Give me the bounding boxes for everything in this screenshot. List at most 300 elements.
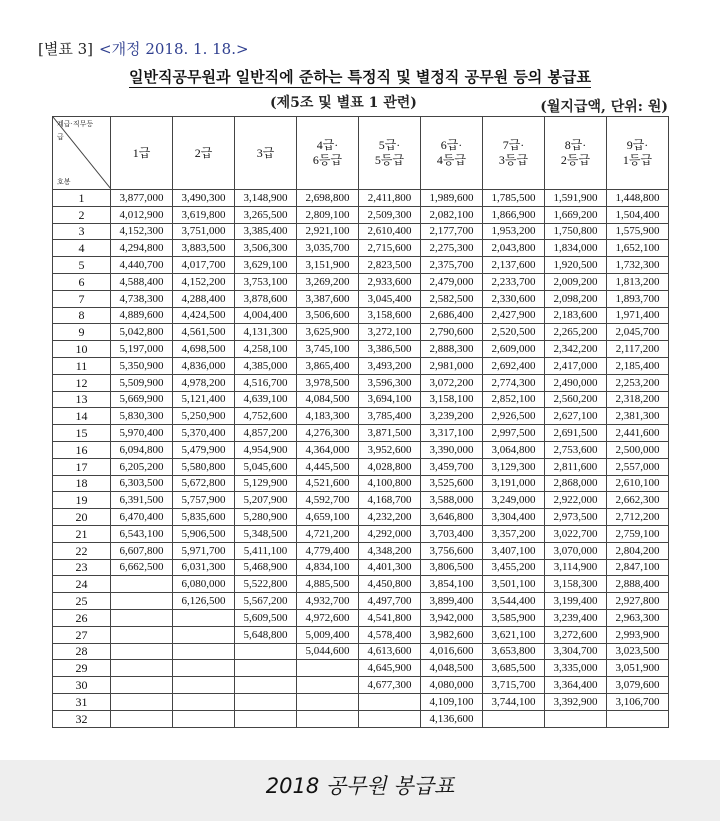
step-number-cell: 28 [53, 643, 111, 660]
salary-cell: 2,275,300 [421, 240, 483, 257]
salary-cell: 5,045,600 [235, 458, 297, 475]
salary-cell: 2,330,600 [483, 290, 545, 307]
table-row [53, 458, 669, 475]
salary-cell: 2,715,600 [359, 240, 421, 257]
salary-cell: 6,080,000 [173, 576, 235, 593]
salary-cell: 4,588,400 [111, 273, 173, 290]
salary-cell: 4,100,800 [359, 475, 421, 492]
salary-cell: 3,390,000 [421, 441, 483, 458]
salary-cell: 3,506,300 [235, 240, 297, 257]
salary-cell: 3,272,600 [545, 626, 607, 643]
salary-cell [111, 693, 173, 710]
step-number-cell: 19 [53, 492, 111, 509]
salary-cell: 2,342,200 [545, 341, 607, 358]
salary-cell: 3,703,400 [421, 525, 483, 542]
salary-cell: 1,504,400 [607, 206, 669, 223]
salary-cell: 5,350,900 [111, 357, 173, 374]
salary-cell: 2,609,000 [483, 341, 545, 358]
salary-cell: 2,627,100 [545, 408, 607, 425]
salary-cell: 3,493,200 [359, 357, 421, 374]
salary-cell: 5,830,300 [111, 408, 173, 425]
salary-cell: 5,509,900 [111, 374, 173, 391]
salary-cell: 4,152,200 [173, 273, 235, 290]
salary-cell: 1,893,700 [607, 290, 669, 307]
step-number-cell: 29 [53, 660, 111, 677]
salary-cell: 4,932,700 [297, 593, 359, 610]
salary-cell: 2,811,600 [545, 458, 607, 475]
table-row [53, 341, 669, 358]
step-number-cell: 9 [53, 324, 111, 341]
salary-cell: 4,613,600 [359, 643, 421, 660]
grade-header-cell: 8급· 2등급 [545, 117, 607, 190]
salary-cell: 3,525,600 [421, 475, 483, 492]
salary-cell: 6,607,800 [111, 542, 173, 559]
salary-cell: 2,922,000 [545, 492, 607, 509]
salary-cell: 4,561,500 [173, 324, 235, 341]
header-row [53, 117, 669, 190]
salary-cell: 2,888,400 [607, 576, 669, 593]
salary-cell: 3,199,400 [545, 593, 607, 610]
salary-cell: 3,269,200 [297, 273, 359, 290]
salary-cell: 1,732,300 [607, 257, 669, 274]
salary-cell: 2,520,500 [483, 324, 545, 341]
table-row [53, 240, 669, 257]
step-number-cell: 21 [53, 525, 111, 542]
step-number-cell: 27 [53, 626, 111, 643]
salary-cell: 4,752,600 [235, 408, 297, 425]
table-row [53, 677, 669, 694]
salary-cell: 6,303,500 [111, 475, 173, 492]
table-row [53, 273, 669, 290]
salary-cell: 2,417,000 [545, 357, 607, 374]
salary-cell: 2,868,000 [545, 475, 607, 492]
salary-cell: 3,129,300 [483, 458, 545, 475]
salary-cell: 3,596,300 [359, 374, 421, 391]
step-number-cell: 16 [53, 441, 111, 458]
corner-label-top: 계급·직무등 [57, 120, 94, 128]
salary-cell: 2,927,800 [607, 593, 669, 610]
salary-cell [483, 710, 545, 727]
salary-cell: 2,233,700 [483, 273, 545, 290]
step-number-cell: 5 [53, 257, 111, 274]
table-row [53, 693, 669, 710]
salary-cell: 5,370,400 [173, 425, 235, 442]
grade-header-cell: 6급· 4등급 [421, 117, 483, 190]
salary-cell: 4,738,300 [111, 290, 173, 307]
salary-cell: 2,557,000 [607, 458, 669, 475]
salary-cell: 2,691,500 [545, 425, 607, 442]
salary-cell: 3,865,400 [297, 357, 359, 374]
salary-cell: 3,239,400 [545, 609, 607, 626]
salary-cell: 5,197,000 [111, 341, 173, 358]
salary-cell: 2,847,100 [607, 559, 669, 576]
step-number-cell: 7 [53, 290, 111, 307]
salary-cell: 3,114,900 [545, 559, 607, 576]
salary-cell: 2,790,600 [421, 324, 483, 341]
salary-cell: 5,672,800 [173, 475, 235, 492]
salary-cell: 2,888,300 [421, 341, 483, 358]
table-row [53, 357, 669, 374]
salary-cell: 3,751,000 [173, 223, 235, 240]
grade-header-cell: 7급· 3등급 [483, 117, 545, 190]
salary-cell: 3,357,200 [483, 525, 545, 542]
table-row [53, 307, 669, 324]
salary-cell: 5,609,500 [235, 609, 297, 626]
salary-cell: 2,500,000 [607, 441, 669, 458]
salary-cell: 4,834,100 [297, 559, 359, 576]
salary-cell: 3,744,100 [483, 693, 545, 710]
salary-cell: 2,318,200 [607, 391, 669, 408]
step-number-cell: 23 [53, 559, 111, 576]
salary-cell: 5,348,500 [235, 525, 297, 542]
salary-cell: 4,857,200 [235, 425, 297, 442]
salary-cell: 3,978,500 [297, 374, 359, 391]
salary-cell [173, 643, 235, 660]
step-number-cell: 17 [53, 458, 111, 475]
table-row [53, 492, 669, 509]
table-row [53, 593, 669, 610]
salary-cell: 2,926,500 [483, 408, 545, 425]
salary-cell: 3,035,700 [297, 240, 359, 257]
appendix-tag: [별표 3] [38, 40, 93, 58]
salary-cell: 3,079,600 [607, 677, 669, 694]
salary-cell [359, 710, 421, 727]
salary-cell: 1,785,500 [483, 190, 545, 207]
salary-cell: 4,721,200 [297, 525, 359, 542]
salary-cell: 4,017,700 [173, 257, 235, 274]
salary-cell: 3,022,700 [545, 525, 607, 542]
step-number-cell: 3 [53, 223, 111, 240]
salary-cell: 2,774,300 [483, 374, 545, 391]
salary-cell: 2,082,100 [421, 206, 483, 223]
step-number-cell: 15 [53, 425, 111, 442]
salary-cell [235, 660, 297, 677]
grade-header-cell: 3급 [235, 117, 297, 190]
table-row [53, 542, 669, 559]
salary-cell: 4,028,800 [359, 458, 421, 475]
salary-cell: 3,148,900 [235, 190, 297, 207]
salary-cell: 6,470,400 [111, 509, 173, 526]
salary-table [52, 116, 669, 728]
salary-cell: 5,522,800 [235, 576, 297, 593]
table-row [53, 257, 669, 274]
salary-cell: 5,280,900 [235, 509, 297, 526]
salary-cell: 2,993,900 [607, 626, 669, 643]
salary-cell: 3,158,600 [359, 307, 421, 324]
salary-cell: 2,177,700 [421, 223, 483, 240]
table-row [53, 290, 669, 307]
salary-cell: 5,580,800 [173, 458, 235, 475]
salary-cell: 2,045,700 [607, 324, 669, 341]
salary-cell: 1,971,400 [607, 307, 669, 324]
salary-cell: 3,619,800 [173, 206, 235, 223]
step-number-cell: 14 [53, 408, 111, 425]
corner-label-bottom: 호봉 [57, 178, 71, 186]
salary-cell: 4,450,800 [359, 576, 421, 593]
table-row [53, 609, 669, 626]
salary-cell [173, 626, 235, 643]
salary-cell: 3,387,600 [297, 290, 359, 307]
salary-cell: 6,094,800 [111, 441, 173, 458]
salary-cell: 3,942,000 [421, 609, 483, 626]
table-row [53, 643, 669, 660]
salary-cell [235, 693, 297, 710]
table-row [53, 525, 669, 542]
salary-cell: 1,920,500 [545, 257, 607, 274]
salary-cell: 3,653,800 [483, 643, 545, 660]
salary-cell: 4,639,100 [235, 391, 297, 408]
header-corner-cell [53, 117, 111, 190]
salary-cell: 4,364,000 [297, 441, 359, 458]
step-number-cell: 8 [53, 307, 111, 324]
salary-cell: 4,978,200 [173, 374, 235, 391]
salary-cell: 5,567,200 [235, 593, 297, 610]
salary-cell: 5,468,900 [235, 559, 297, 576]
grade-header-cell: 4급· 6등급 [297, 117, 359, 190]
step-number-cell: 32 [53, 710, 111, 727]
step-number-cell: 11 [53, 357, 111, 374]
salary-cell [297, 693, 359, 710]
salary-cell: 1,669,200 [545, 206, 607, 223]
salary-cell: 2,852,100 [483, 391, 545, 408]
salary-cell: 4,645,900 [359, 660, 421, 677]
table-body [53, 190, 669, 728]
salary-cell: 3,455,200 [483, 559, 545, 576]
salary-cell: 3,106,700 [607, 693, 669, 710]
salary-cell [235, 677, 297, 694]
salary-cell: 4,424,500 [173, 307, 235, 324]
salary-cell [607, 710, 669, 727]
salary-cell: 4,521,600 [297, 475, 359, 492]
salary-cell: 6,031,300 [173, 559, 235, 576]
salary-cell: 3,490,300 [173, 190, 235, 207]
salary-cell: 5,250,900 [173, 408, 235, 425]
salary-cell [111, 626, 173, 643]
salary-cell: 3,364,400 [545, 677, 607, 694]
salary-cell: 2,981,000 [421, 357, 483, 374]
salary-cell [111, 660, 173, 677]
salary-cell [173, 710, 235, 727]
salary-cell: 6,126,500 [173, 593, 235, 610]
salary-cell: 3,045,400 [359, 290, 421, 307]
salary-cell: 1,953,200 [483, 223, 545, 240]
salary-cell: 5,042,800 [111, 324, 173, 341]
step-number-cell: 31 [53, 693, 111, 710]
salary-cell: 4,836,000 [173, 357, 235, 374]
salary-cell: 3,685,500 [483, 660, 545, 677]
salary-cell: 2,610,400 [359, 223, 421, 240]
amendment-date: <개정 2018. 1. 18.> [99, 40, 249, 58]
salary-cell: 4,592,700 [297, 492, 359, 509]
salary-cell: 2,009,200 [545, 273, 607, 290]
salary-cell: 4,109,100 [421, 693, 483, 710]
salary-cell: 1,591,900 [545, 190, 607, 207]
salary-cell: 3,459,700 [421, 458, 483, 475]
step-number-cell: 22 [53, 542, 111, 559]
salary-cell: 3,335,000 [545, 660, 607, 677]
salary-cell: 4,440,700 [111, 257, 173, 274]
salary-cell [111, 677, 173, 694]
salary-cell: 4,889,600 [111, 307, 173, 324]
salary-cell: 3,585,900 [483, 609, 545, 626]
salary-cell: 2,137,600 [483, 257, 545, 274]
salary-cell: 3,385,400 [235, 223, 297, 240]
salary-cell: 3,694,100 [359, 391, 421, 408]
salary-cell: 4,972,600 [297, 609, 359, 626]
salary-cell: 2,479,000 [421, 273, 483, 290]
salary-cell: 3,625,900 [297, 324, 359, 341]
step-number-cell: 10 [53, 341, 111, 358]
table-row [53, 425, 669, 442]
page-title [0, 66, 720, 87]
salary-cell: 2,823,500 [359, 257, 421, 274]
salary-cell: 1,652,100 [607, 240, 669, 257]
step-number-cell: 1 [53, 190, 111, 207]
step-number-cell: 13 [53, 391, 111, 408]
salary-cell: 3,899,400 [421, 593, 483, 610]
salary-cell: 3,064,800 [483, 441, 545, 458]
salary-cell: 6,543,100 [111, 525, 173, 542]
step-number-cell: 25 [53, 593, 111, 610]
unit-note: (월지급액, 단위: 원) [540, 99, 668, 115]
table-row [53, 408, 669, 425]
page-title-text: 일반직공무원과 일반직에 준하는 특정직 및 별정직 공무원 등의 봉급표 [129, 68, 591, 86]
salary-cell: 4,677,300 [359, 677, 421, 694]
grade-header-cell: 1급 [111, 117, 173, 190]
salary-cell: 3,883,500 [173, 240, 235, 257]
salary-cell: 4,288,400 [173, 290, 235, 307]
salary-cell: 3,785,400 [359, 408, 421, 425]
salary-cell: 3,386,500 [359, 341, 421, 358]
salary-cell: 4,578,400 [359, 626, 421, 643]
salary-cell [111, 593, 173, 610]
salary-cell [545, 710, 607, 727]
salary-cell: 3,265,500 [235, 206, 297, 223]
salary-cell [111, 576, 173, 593]
salary-cell [297, 710, 359, 727]
salary-cell: 5,970,400 [111, 425, 173, 442]
salary-cell: 2,610,100 [607, 475, 669, 492]
salary-cell: 4,885,500 [297, 576, 359, 593]
salary-cell: 2,185,400 [607, 357, 669, 374]
salary-cell: 3,982,600 [421, 626, 483, 643]
salary-cell: 3,070,000 [545, 542, 607, 559]
salary-cell: 2,804,200 [607, 542, 669, 559]
salary-cell: 2,375,700 [421, 257, 483, 274]
salary-cell: 5,906,500 [173, 525, 235, 542]
salary-cell: 3,272,100 [359, 324, 421, 341]
salary-cell: 3,745,100 [297, 341, 359, 358]
salary-cell [111, 643, 173, 660]
salary-cell: 2,698,800 [297, 190, 359, 207]
salary-cell: 3,304,700 [545, 643, 607, 660]
salary-cell: 2,381,300 [607, 408, 669, 425]
salary-cell: 4,168,700 [359, 492, 421, 509]
grade-header-cell: 5급· 5등급 [359, 117, 421, 190]
salary-cell: 3,544,400 [483, 593, 545, 610]
salary-cell [111, 710, 173, 727]
salary-cell: 3,756,600 [421, 542, 483, 559]
salary-cell: 4,136,600 [421, 710, 483, 727]
salary-cell: 5,835,600 [173, 509, 235, 526]
salary-cell: 5,479,900 [173, 441, 235, 458]
table-row [53, 391, 669, 408]
salary-cell: 4,954,900 [235, 441, 297, 458]
salary-cell [173, 677, 235, 694]
step-number-cell: 30 [53, 677, 111, 694]
corner-label-mid: 급 [57, 133, 64, 141]
salary-cell: 1,448,800 [607, 190, 669, 207]
table-row [53, 509, 669, 526]
salary-cell: 2,759,100 [607, 525, 669, 542]
salary-cell: 5,757,900 [173, 492, 235, 509]
salary-cell: 4,258,100 [235, 341, 297, 358]
step-number-cell: 4 [53, 240, 111, 257]
salary-cell: 1,834,000 [545, 240, 607, 257]
salary-cell: 2,043,800 [483, 240, 545, 257]
salary-cell: 4,445,500 [297, 458, 359, 475]
salary-cell: 3,621,100 [483, 626, 545, 643]
salary-cell: 2,253,200 [607, 374, 669, 391]
salary-cell: 2,933,600 [359, 273, 421, 290]
salary-cell: 4,084,500 [297, 391, 359, 408]
step-number-cell: 12 [53, 374, 111, 391]
step-number-cell: 26 [53, 609, 111, 626]
salary-cell: 3,072,200 [421, 374, 483, 391]
salary-cell: 4,541,800 [359, 609, 421, 626]
salary-cell: 3,317,100 [421, 425, 483, 442]
salary-cell: 3,407,100 [483, 542, 545, 559]
salary-cell: 4,152,300 [111, 223, 173, 240]
salary-cell: 2,117,200 [607, 341, 669, 358]
salary-cell: 3,051,900 [607, 660, 669, 677]
salary-cell: 2,712,200 [607, 509, 669, 526]
step-number-cell: 18 [53, 475, 111, 492]
salary-cell [297, 677, 359, 694]
salary-cell: 6,662,500 [111, 559, 173, 576]
table-row [53, 206, 669, 223]
salary-cell: 3,753,100 [235, 273, 297, 290]
salary-cell: 4,016,600 [421, 643, 483, 660]
salary-cell: 2,753,600 [545, 441, 607, 458]
salary-cell: 3,249,000 [483, 492, 545, 509]
table-row [53, 190, 669, 207]
salary-cell [235, 643, 297, 660]
salary-cell [173, 660, 235, 677]
table-row [53, 559, 669, 576]
salary-cell: 4,131,300 [235, 324, 297, 341]
salary-cell: 6,391,500 [111, 492, 173, 509]
salary-cell: 5,669,900 [111, 391, 173, 408]
salary-cell: 4,080,000 [421, 677, 483, 694]
salary-cell: 3,806,500 [421, 559, 483, 576]
salary-cell: 4,779,400 [297, 542, 359, 559]
table-row [53, 374, 669, 391]
salary-cell: 3,871,500 [359, 425, 421, 442]
salary-cell: 4,232,200 [359, 509, 421, 526]
salary-cell: 2,963,300 [607, 609, 669, 626]
page-subtitle: (제5조 및 별표 1 관련) [270, 95, 417, 111]
salary-cell: 4,183,300 [297, 408, 359, 425]
salary-cell: 3,191,000 [483, 475, 545, 492]
salary-cell: 2,582,500 [421, 290, 483, 307]
salary-cell: 4,348,200 [359, 542, 421, 559]
salary-cell: 3,158,300 [545, 576, 607, 593]
salary-cell: 1,750,800 [545, 223, 607, 240]
salary-cell: 2,098,200 [545, 290, 607, 307]
salary-cell [359, 693, 421, 710]
table-row [53, 475, 669, 492]
